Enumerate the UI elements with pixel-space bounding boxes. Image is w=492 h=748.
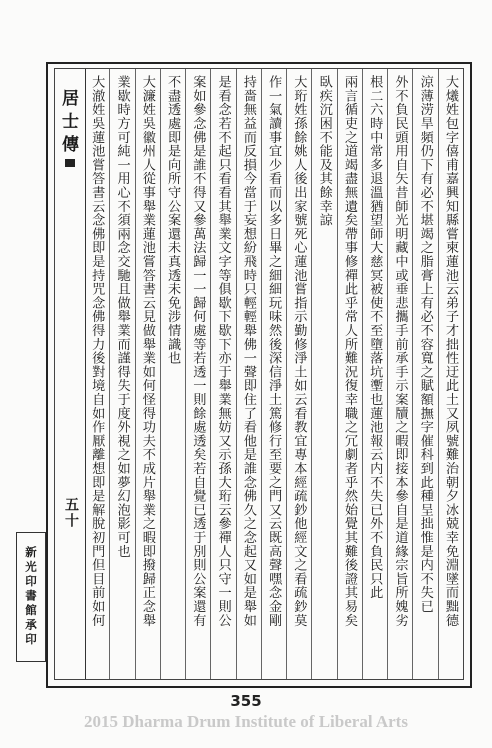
section-number: 五十	[63, 497, 79, 529]
watermark: 2015 Dharma Drum Institute of Liberal Arts	[84, 712, 408, 731]
title-band	[55, 69, 86, 679]
printer-stamp: 新光印書館承印	[16, 532, 46, 662]
text-column: 大珩姓孫餘姚人後出家號死心蓮池嘗指示勤修淨土如云看教宜專本經疏鈔他經文之看疏鈔莫	[286, 69, 311, 679]
text-column: 涼薄涝旱頻仍下有必不堪竭之脂膏上有必不容寬之賦額撫字催科到此種呈拙惟是内不失已	[412, 69, 437, 679]
running-title: 居士傳	[58, 89, 78, 158]
text-columns	[85, 69, 463, 679]
text-column: 作一氣讀事宜少看而以多日畢之細細玩味然後深信淨土篤修行至要之門又云既高聲嘿念金剛	[261, 69, 286, 679]
text-block	[54, 68, 464, 680]
printer-stamp-wrap	[8, 532, 44, 662]
text-column: 是看念若不起只看看其舉業文字等俱歇下歇下亦于舉業無妨又示孫大珩云參禪人只守一則公	[210, 69, 235, 679]
fishtail-mark	[65, 159, 75, 167]
text-column: 臥疾沉困不能及其餘幸諒	[311, 69, 336, 679]
text-column: 持嗇無益而反損今當于妄想紛飛時只輕輕舉佛一聲即住了看他是誰念佛久之念起又如是舉如	[236, 69, 261, 679]
text-column: 大濂姓吳徽州人從事舉業蓮池嘗答書云見做舉業如何怪得功夫不成片舉業之暇即撥歸正念舉	[135, 69, 160, 679]
text-column: 大澈姓吳蓮池嘗答書云念佛即是持咒念佛得力後對境自如作厭離想即是解脫初門但目前如何	[89, 75, 105, 627]
text-column: 根二六時中常多退溫猶望師大慈冥被使不至墮落坑壍也蓮池報云内不失已外不負民只此	[362, 69, 387, 679]
text-column: 業歇時方可純一用心不須兩念交馳且做舉業而謹得失于度外視之如夢幻泡影可也	[109, 69, 134, 679]
page-frame	[46, 62, 472, 688]
page-number: 355	[230, 692, 262, 710]
text-column: 兩言循吏之道竭盡無遺矣帶事修禪此乎常人所難況復幸職之冗劇者乎然始覺其難後證其易矣	[337, 69, 362, 679]
text-column: 不盡透處即是向所守公案還未真透未免涉情識也	[160, 69, 185, 679]
text-column: 案如參念佛是誰不得又參萬法歸一一歸何處等若透一則餘處透矣若自覺已透于別則公案還有	[185, 69, 210, 679]
text-column: 大爔姓包字僖甫嘉興知縣嘗柬蓮池云弟子才拙性迂此土又夙號難治朝夕冰兢幸免淵墜而黜德	[438, 69, 463, 679]
text-column: 外不負民頭用自矢昔師光明藏中或垂悲攜手前承手示案牘之暇即接本參自是道緣宗旨所媿劣	[387, 69, 412, 679]
